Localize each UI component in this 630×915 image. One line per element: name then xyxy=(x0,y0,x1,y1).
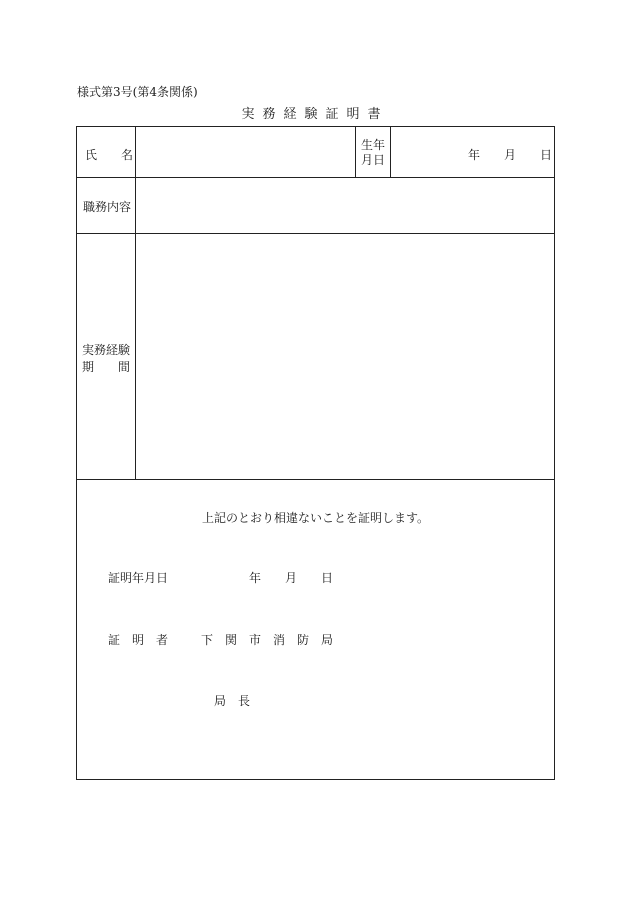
certifier-title: 局 長 xyxy=(214,694,251,708)
birth-label-line1: 生年 xyxy=(360,138,385,152)
document-title: 実務経験証明書 xyxy=(241,107,389,122)
experience-field[interactable] xyxy=(137,235,552,478)
experience-label-line1: 実務経験 xyxy=(82,343,131,357)
name-label: 氏 名 xyxy=(85,148,134,162)
birth-label-line2: 月日 xyxy=(360,153,385,167)
row-divider-duty xyxy=(77,233,554,234)
duty-label: 職務内容 xyxy=(83,200,132,214)
row-divider-experience xyxy=(77,479,554,480)
label-column-divider xyxy=(135,127,136,479)
name-field[interactable] xyxy=(137,128,354,176)
certification-date-field[interactable]: 年 月 日 xyxy=(249,571,334,585)
certifier-org: 下 関 市 消 防 局 xyxy=(201,633,334,647)
certificate-table xyxy=(76,126,555,780)
duty-field[interactable] xyxy=(137,179,552,232)
row-divider-name xyxy=(77,177,554,178)
birth-date-label xyxy=(356,138,390,168)
certification-statement: 上記のとおり相違ないことを証明します。 xyxy=(201,511,430,525)
birth-label-right-divider xyxy=(390,127,391,177)
experience-label xyxy=(82,342,130,376)
certifier-label: 証 明 者 xyxy=(108,633,169,647)
experience-label-line2: 期 間 xyxy=(82,360,131,374)
certification-date-label: 証明年月日 xyxy=(108,571,169,585)
form-number: 様式第3号(第4条関係) xyxy=(77,85,198,99)
birth-date-field[interactable]: 年 月 日 xyxy=(468,148,553,162)
